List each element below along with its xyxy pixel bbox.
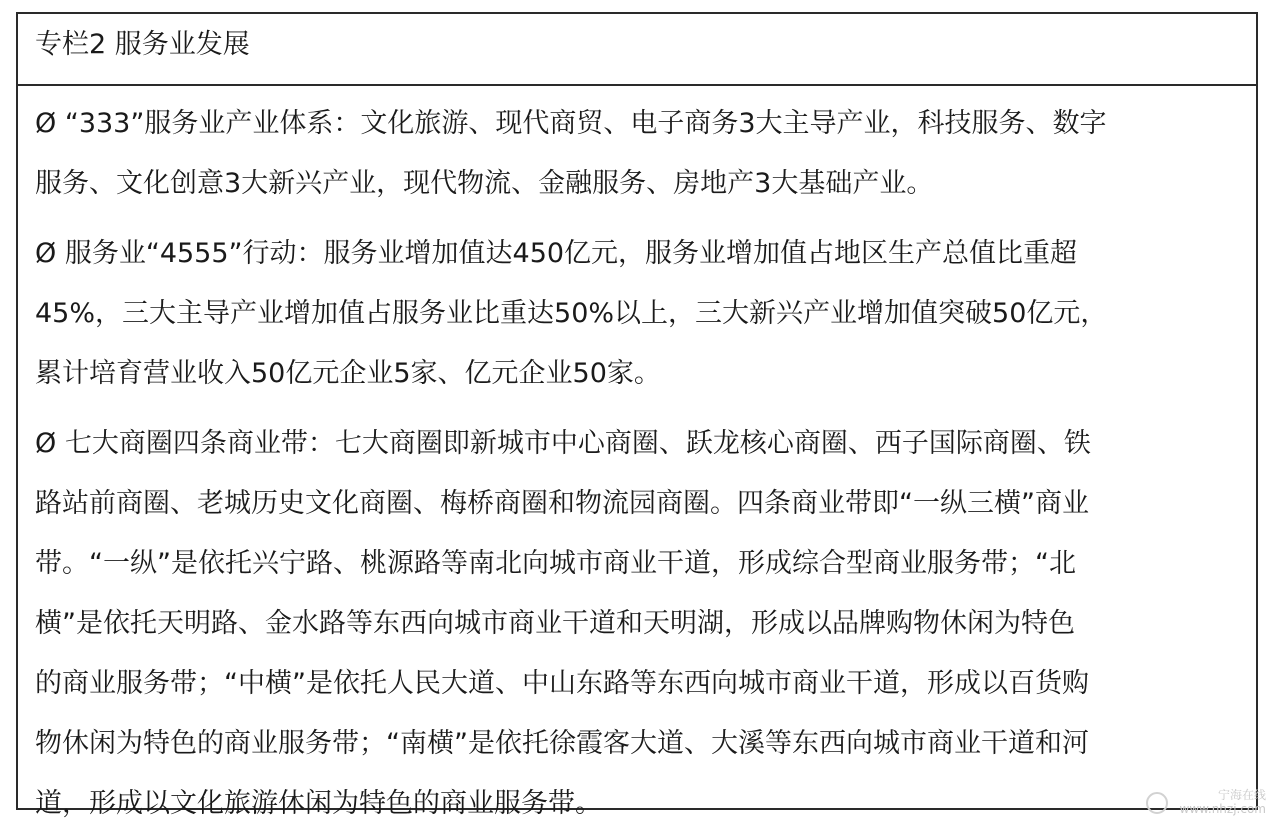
text-line: 的商业服务带；“中横”是依托人民大道、中山东路等东西向城市商业干道，形成以百货购 <box>35 668 1089 699</box>
text-line: Ø 七大商圈四条商业带：七大商圈即新城市中心商圈、跃龙核心商圈、西子国际商圈、铁 <box>35 428 1091 459</box>
text-line: 累计培育营业收入50亿元企业5家、亿元企业50家。 <box>35 358 661 389</box>
watermark-text-bottom: www.nhzj.com <box>1179 802 1266 816</box>
text-line: 带。“一纵”是依托兴宁路、桃源路等南北向城市商业干道，形成综合型商业服务带；“北 <box>35 548 1076 579</box>
text-line: Ø “333”服务业产业体系：文化旅游、现代商贸、电子商务3大主导产业，科技服务、数字 <box>35 108 1107 139</box>
list-item <box>35 94 1238 214</box>
watermark-text-top: 宁海在线 <box>1217 788 1266 802</box>
text-line: 45%，三大主导产业增加值占服务业比重达50%以上，三大新兴产业增加值突破50亿元， <box>35 298 1108 329</box>
text-line: 服务、文化创意3大新兴产业，现代物流、金融服务、房地产3大基础产业。 <box>35 168 934 199</box>
box-title: 专栏2 服务业发展 <box>18 14 1256 86</box>
text-line: Ø 服务业“4555”行动：服务业增加值达450亿元，服务业增加值占地区生产总值比重超 <box>35 238 1078 269</box>
text-line: 横”是依托天明路、金水路等东西向城市商业干道和天明湖，形成以品牌购物休闲为特色 <box>35 608 1075 639</box>
list-item <box>35 414 1238 834</box>
text-line: 路站前商圈、老城历史文化商圈、梅桥商圈和物流园商圈。四条商业带即“一纵三横”商业 <box>35 488 1089 519</box>
box-content <box>18 94 1256 834</box>
text-line: 道，形成以文化旅游休闲为特色的商业服务带。 <box>35 788 602 819</box>
text-line: 物休闲为特色的商业服务带；“南横”是依托徐霞客大道、大溪等东西向城市商业干道和河 <box>35 728 1089 759</box>
circle-logo-icon <box>1146 792 1168 814</box>
list-item <box>35 224 1238 404</box>
column-box <box>16 12 1258 819</box>
watermark <box>1146 788 1266 820</box>
